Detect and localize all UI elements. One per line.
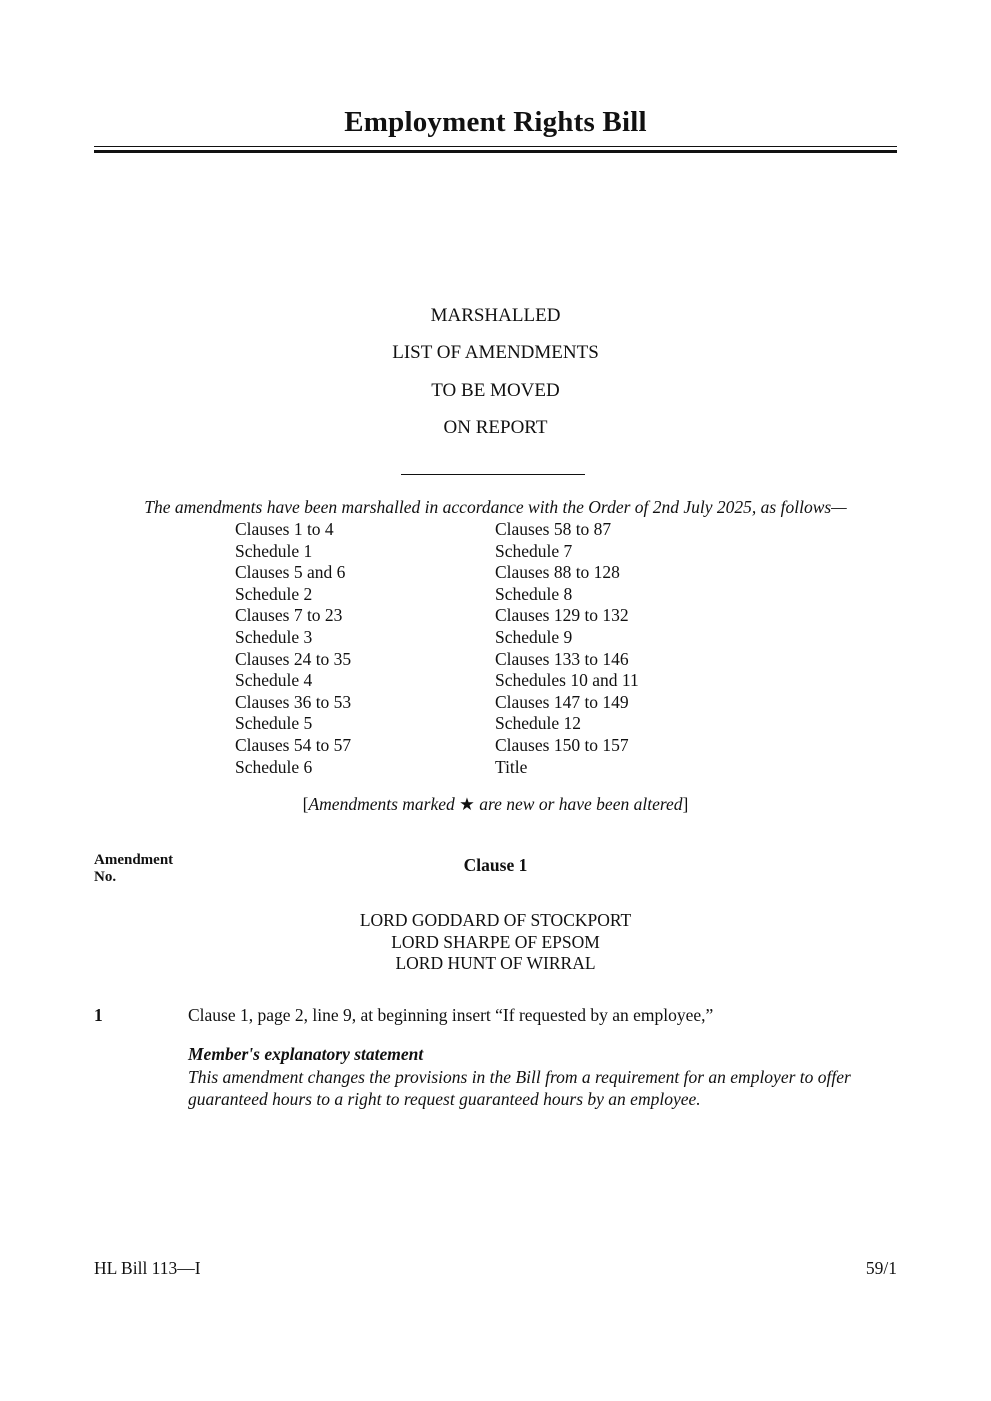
order-row: [235, 692, 795, 714]
bracket-open: [: [302, 794, 309, 814]
heading-line-1: MARSHALLED: [430, 305, 561, 326]
order-item: Schedule 1: [235, 540, 313, 561]
order-row: [235, 713, 795, 735]
amendment-number: 1: [94, 1005, 103, 1025]
order-item: Clauses 7 to 23: [235, 605, 343, 626]
explanatory-statement-text: This amendment changes the provisions in the Bill from a requirement for an employer to offer guaranteed hours to a right to request guaranteed hours by an employee.: [188, 1067, 851, 1109]
title-rule-thin: [94, 146, 897, 147]
amendment-label-line2: No.: [94, 869, 117, 885]
order-item: Clauses 54 to 57: [235, 734, 352, 755]
order-row: [235, 670, 795, 692]
order-row: [235, 757, 795, 779]
clause-heading: Clause 1: [463, 855, 528, 875]
order-item: Schedule 9: [495, 626, 573, 647]
star-icon: ★: [459, 794, 475, 814]
marshalling-intro: The amendments have been marshalled in accordance with the Order of 2nd July 2025, as follows—: [144, 497, 847, 517]
page-reference: 59/1: [865, 1258, 897, 1278]
sponsor-name: LORD SHARPE OF EPSOM: [391, 931, 600, 952]
title-rule-thick: [94, 150, 897, 153]
order-item: Clauses 1 to 4: [235, 519, 334, 539]
sponsor-name: LORD HUNT OF WIRRAL: [395, 953, 596, 974]
order-row: [235, 627, 795, 649]
order-item: Schedules 10 and 11: [495, 670, 639, 691]
order-item: Schedule 4: [235, 670, 313, 691]
order-item: Clauses 129 to 132: [495, 605, 629, 626]
amendments-marked-note: [0, 794, 991, 815]
heading-line-4: ON REPORT: [443, 417, 548, 438]
marshalling-order-list: [235, 519, 795, 778]
order-item: Schedule 2: [235, 583, 313, 604]
order-item: Schedule 5: [235, 713, 313, 734]
order-item: Clauses 147 to 149: [495, 691, 629, 712]
order-row: [235, 584, 795, 606]
order-row: [235, 562, 795, 584]
order-row: [235, 735, 795, 757]
note-text-before: Amendments marked: [308, 794, 460, 814]
order-row: [235, 649, 795, 671]
document-title: Employment Rights Bill: [344, 106, 647, 138]
order-row: [235, 541, 795, 563]
order-item: Clauses 88 to 128: [495, 562, 620, 583]
order-item: Clauses 58 to 87: [495, 519, 612, 539]
order-item: Title: [495, 756, 528, 777]
order-item: Clauses 5 and 6: [235, 562, 346, 583]
heading-line-3: TO BE MOVED: [431, 380, 560, 401]
order-item: Clauses 36 to 53: [235, 691, 352, 712]
sponsors-list: [0, 910, 991, 975]
bill-reference: HL Bill 113—I: [94, 1258, 201, 1278]
order-item: Clauses 133 to 146: [495, 648, 629, 669]
order-row: [235, 605, 795, 627]
amendment-label-line1: Amendment: [94, 852, 174, 868]
order-item: Clauses 150 to 157: [495, 734, 629, 755]
sponsor-name: LORD GODDARD OF STOCKPORT: [359, 910, 632, 930]
amendment-text: Clause 1, page 2, line 9, at beginning insert “If requested by an employee,”: [188, 1005, 714, 1025]
order-item: Schedule 7: [495, 540, 573, 561]
order-item: Schedule 3: [235, 626, 313, 647]
explanatory-statement-heading: Member's explanatory statement: [188, 1044, 424, 1064]
bracket-close: ]: [682, 794, 689, 814]
order-item: Schedule 12: [495, 713, 582, 734]
section-divider: [401, 474, 585, 475]
order-item: Clauses 24 to 35: [235, 648, 352, 669]
order-row: [235, 519, 795, 541]
heading-line-2: LIST OF AMENDMENTS: [392, 342, 599, 363]
note-text-after: are new or have been altered: [474, 794, 683, 814]
order-item: Schedule 6: [235, 756, 313, 777]
order-item: Schedule 8: [495, 583, 573, 604]
